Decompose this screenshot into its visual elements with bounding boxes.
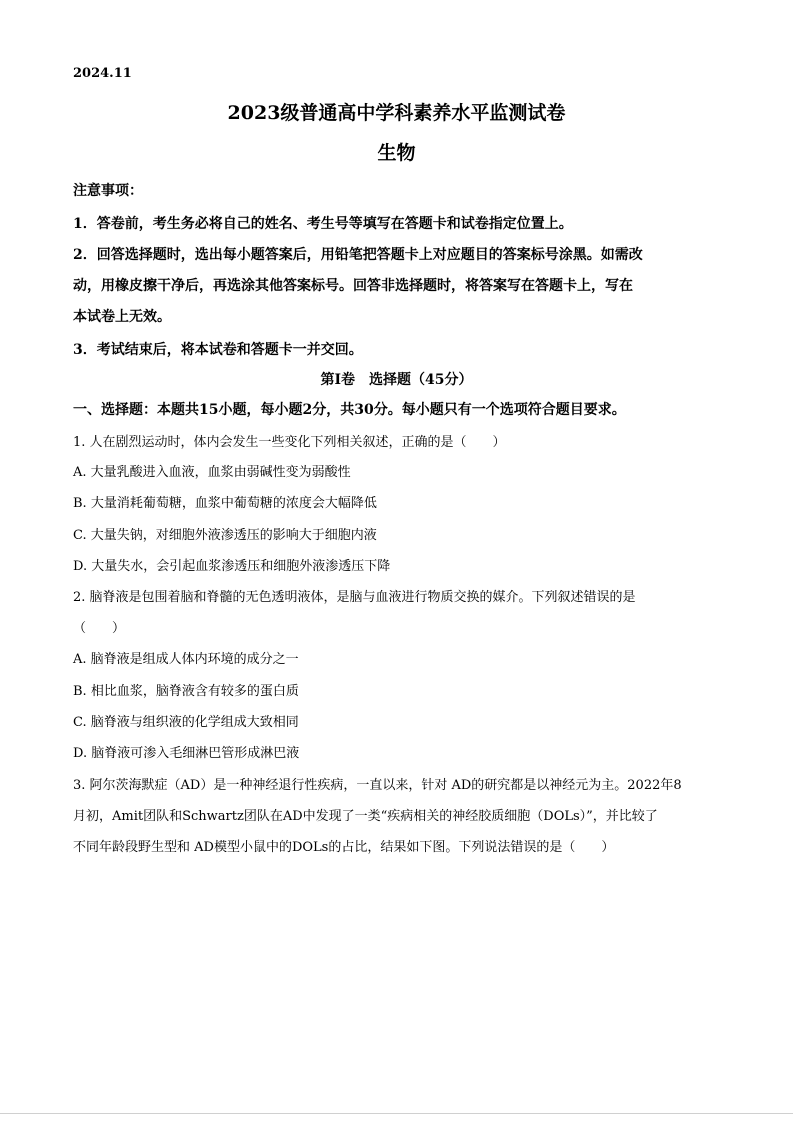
exam-title: 2023级普通高中学科素养水平监测试卷 (227, 102, 566, 124)
note-line-1: 1．答卷前，考生务必将自己的姓名、考生号等填写在答题卡和试卷指定位置上。 (73, 216, 573, 232)
question-1-option-b: B. 大量消耗葡萄糖，血浆中葡萄糖的浓度会大幅降低 (73, 496, 377, 511)
question-1-option-c: C. 大量失钠，对细胞外液渗透压的影响大于细胞内液 (73, 528, 377, 543)
note-line-3: 动，用橡皮擦干净后，再选涂其他答案标号。回答非选择题时，将答案写在答题卡上，写在 (73, 278, 633, 294)
note-line-2: 2．回答选择题时，选出每小题答案后，用铅笔把答题卡上对应题目的答案标号涂黑。如需改 (73, 247, 643, 263)
section-title: 第Ⅰ卷 选择题（45分） (320, 372, 473, 388)
note-line-5: 3．考试结束后，将本试卷和答题卡一并交回。 (73, 342, 363, 358)
exam-date: 2024.11 (73, 66, 132, 81)
question-3-stem-line-3: 不同年龄段野生型和 AD模型小鼠中的DOLs的占比，结果如下图。下列说法错误的是（ ） (73, 840, 615, 855)
notes-heading: 注意事项： (73, 183, 143, 199)
question-3-stem-line-1: 3. 阿尔茨海默症（AD）是一种神经退行性疾病，一直以来，针对 AD的研究都是以神经元为主。2022年8 (73, 778, 682, 793)
page-bottom-divider (0, 1113, 793, 1114)
exam-subject: 生物 (377, 142, 416, 164)
question-1-option-d: D. 大量失水，会引起血浆渗透压和细胞外液渗透压下降 (73, 559, 391, 574)
question-1-stem: 1. 人在剧烈运动时，体内会发生一些变化下列相关叙述，正确的是（ ） (73, 435, 506, 450)
question-2-option-a: A. 脑脊液是组成人体内环境的成分之一 (73, 652, 299, 667)
question-3-stem-line-2: 月初，Amit团队和Schwartz团队在AD中发现了一类“疾病相关的神经胶质细胞（DOLs）”，并比较了 (73, 809, 658, 824)
note-line-4: 本试卷上无效。 (73, 309, 171, 325)
question-1-option-a: A. 大量乳酸进入血液，血浆由弱碱性变为弱酸性 (73, 465, 351, 480)
part-heading: 一、选择题：本题共15小题，每小题2分，共30分。每小题只有一个选项符合题目要求。 (73, 402, 626, 418)
question-2-option-d: D. 脑脊液可渗入毛细淋巴管形成淋巴液 (73, 746, 300, 761)
question-2-option-b: B. 相比血浆，脑脊液含有较多的蛋白质 (73, 684, 299, 699)
question-2-stem-line-1: 2. 脑脊液是包围着脑和脊髓的无色透明液体，是脑与血液进行物质交换的媒介。下列叙述错误的是 (73, 590, 636, 605)
question-2-stem-line-2: （ ） (73, 621, 126, 636)
question-2-option-c: C. 脑脊液与组织液的化学组成大致相同 (73, 715, 299, 730)
